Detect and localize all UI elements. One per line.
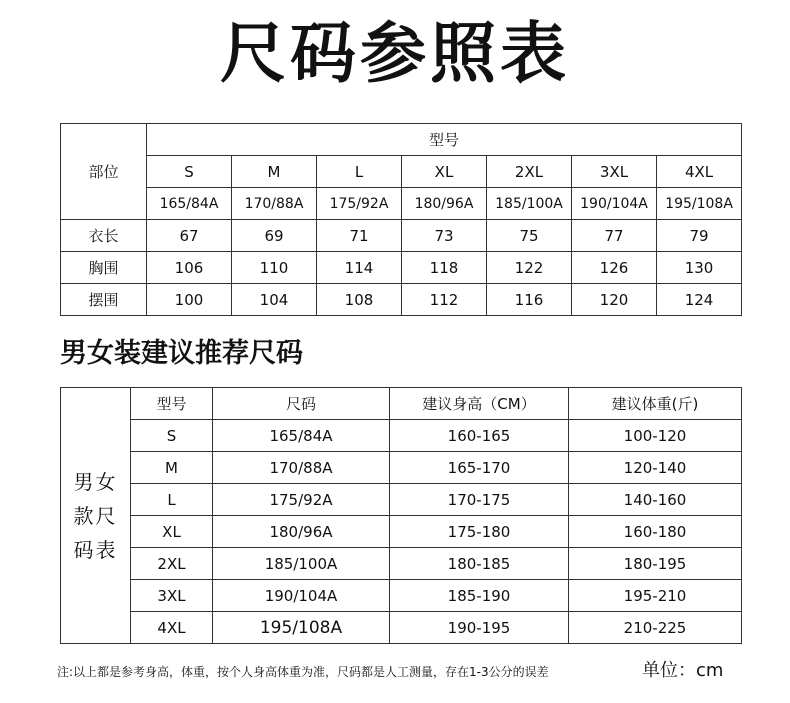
code-cell: 185/100A [487, 188, 572, 220]
height-cell: 180-185 [390, 548, 569, 580]
value-cell: 114 [317, 252, 402, 284]
height-cell: 160-165 [390, 420, 569, 452]
unit-label: 单位：cm [642, 660, 724, 681]
size-cell: 4XL [657, 156, 742, 188]
size-cell: 3XL [131, 580, 213, 612]
code-cell: 180/96A [213, 516, 390, 548]
side-label-line: 男女 [73, 469, 118, 494]
table-row [61, 420, 742, 452]
weight-cell: 100-120 [569, 420, 742, 452]
value-cell: 73 [402, 220, 487, 252]
value-cell: 69 [232, 220, 317, 252]
row-label: 胸围 [61, 252, 147, 284]
code-cell: 165/84A [213, 420, 390, 452]
part-header: 部位 [61, 124, 147, 220]
size-cell: 2XL [131, 548, 213, 580]
height-cell: 190-195 [390, 612, 569, 644]
code-cell: 180/96A [402, 188, 487, 220]
value-cell: 112 [402, 284, 487, 316]
section-title: 男女装建议推荐尺码 [60, 338, 303, 369]
size-cell: XL [131, 516, 213, 548]
code-cell: 175/92A [317, 188, 402, 220]
size-cell: S [147, 156, 232, 188]
size-cell: 4XL [131, 612, 213, 644]
code-cell: 165/84A [147, 188, 232, 220]
table-row [61, 284, 742, 316]
side-label-line: 码表 [73, 537, 118, 562]
code-cell: 195/108A [657, 188, 742, 220]
value-cell: 79 [657, 220, 742, 252]
value-cell: 104 [232, 284, 317, 316]
height-cell: 185-190 [390, 580, 569, 612]
size-cell: 2XL [487, 156, 572, 188]
value-cell: 75 [487, 220, 572, 252]
table-row [61, 452, 742, 484]
value-cell: 108 [317, 284, 402, 316]
size-cell: XL [402, 156, 487, 188]
code-cell: 175/92A [213, 484, 390, 516]
height-cell: 170-175 [390, 484, 569, 516]
size-cell: M [232, 156, 317, 188]
height-cell: 175-180 [390, 516, 569, 548]
code-cell: 170/88A [232, 188, 317, 220]
row-label: 摆围 [61, 284, 147, 316]
height-cell: 165-170 [390, 452, 569, 484]
value-cell: 77 [572, 220, 657, 252]
size-cell: S [131, 420, 213, 452]
value-cell: 100 [147, 284, 232, 316]
page-title: 尺码参照表 [220, 15, 570, 92]
model-header: 型号 [147, 124, 742, 156]
weight-cell: 120-140 [569, 452, 742, 484]
code-cell: 190/104A [213, 580, 390, 612]
value-cell: 122 [487, 252, 572, 284]
row-label: 衣长 [61, 220, 147, 252]
table-row [61, 220, 742, 252]
column-header: 尺码 [213, 388, 390, 420]
weight-cell: 195-210 [569, 580, 742, 612]
size-cell: M [131, 452, 213, 484]
footnote: 注:以上都是参考身高，体重，按个人身高体重为准，尺码都是人工测量，存在1-3公分的误差 [57, 665, 549, 679]
value-cell: 120 [572, 284, 657, 316]
column-header: 建议体重(斤) [569, 388, 742, 420]
table-row [61, 612, 742, 644]
weight-cell: 210-225 [569, 612, 742, 644]
table-row [61, 548, 742, 580]
size-cell: L [131, 484, 213, 516]
table-row [61, 252, 742, 284]
weight-cell: 160-180 [569, 516, 742, 548]
side-label-line: 款尺 [73, 503, 118, 528]
size-cell: 3XL [572, 156, 657, 188]
value-cell: 130 [657, 252, 742, 284]
code-cell: 195/108A [213, 612, 390, 644]
column-header: 建议身高（CM） [390, 388, 569, 420]
value-cell: 124 [657, 284, 742, 316]
value-cell: 126 [572, 252, 657, 284]
size-reference-table [60, 123, 742, 316]
code-cell: 185/100A [213, 548, 390, 580]
weight-cell: 140-160 [569, 484, 742, 516]
column-header: 型号 [131, 388, 213, 420]
value-cell: 110 [232, 252, 317, 284]
value-cell: 71 [317, 220, 402, 252]
table-row [61, 516, 742, 548]
table-row [61, 580, 742, 612]
value-cell: 118 [402, 252, 487, 284]
value-cell: 116 [487, 284, 572, 316]
table-row [61, 484, 742, 516]
recommended-size-table [60, 387, 742, 644]
code-cell: 190/104A [572, 188, 657, 220]
value-cell: 67 [147, 220, 232, 252]
size-cell: L [317, 156, 402, 188]
side-label [61, 388, 131, 644]
weight-cell: 180-195 [569, 548, 742, 580]
value-cell: 106 [147, 252, 232, 284]
code-cell: 170/88A [213, 452, 390, 484]
